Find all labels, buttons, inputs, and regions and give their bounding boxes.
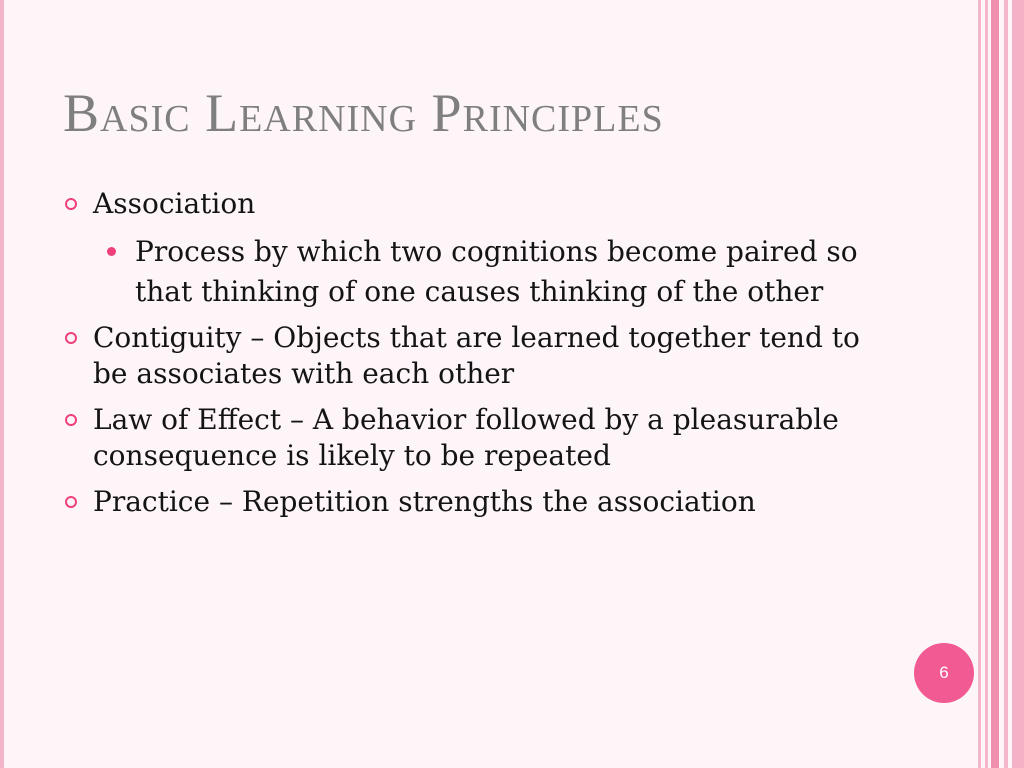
bullet-text: Law of Effect – A behavior followed by a pleasurable consequence is likely to be repeated bbox=[93, 403, 839, 472]
right-stripe-decoration bbox=[1012, 0, 1024, 768]
hollow-circle-icon bbox=[65, 332, 77, 344]
left-border-decoration bbox=[0, 0, 4, 768]
bullet-item bbox=[63, 484, 863, 520]
sub-bullet-item bbox=[63, 232, 863, 312]
bullet-text: Practice – Repetition strengths the association bbox=[93, 485, 756, 518]
right-stripe-decoration bbox=[1004, 0, 1008, 768]
bullet-list bbox=[63, 186, 863, 530]
page-number-badge: 6 bbox=[914, 643, 974, 703]
filled-circle-icon bbox=[107, 247, 116, 256]
sub-bullet-text: Process by which two cognitions become paired so that thinking of one causes thinking of the other bbox=[135, 235, 858, 308]
bullet-item bbox=[63, 402, 863, 474]
hollow-circle-icon bbox=[65, 414, 77, 426]
right-stripe-decoration bbox=[978, 0, 981, 768]
bullet-text: Contiguity – Objects that are learned together tend to be associates with each other bbox=[93, 321, 860, 390]
bullet-text: Association bbox=[93, 187, 256, 220]
right-stripe-decoration bbox=[985, 0, 988, 768]
bullet-item bbox=[63, 186, 863, 222]
right-stripe-decoration bbox=[991, 0, 999, 768]
slide-title: Basic Learning Principles bbox=[63, 83, 664, 143]
bullet-item bbox=[63, 320, 863, 392]
hollow-circle-icon bbox=[65, 198, 77, 210]
hollow-circle-icon bbox=[65, 496, 77, 508]
